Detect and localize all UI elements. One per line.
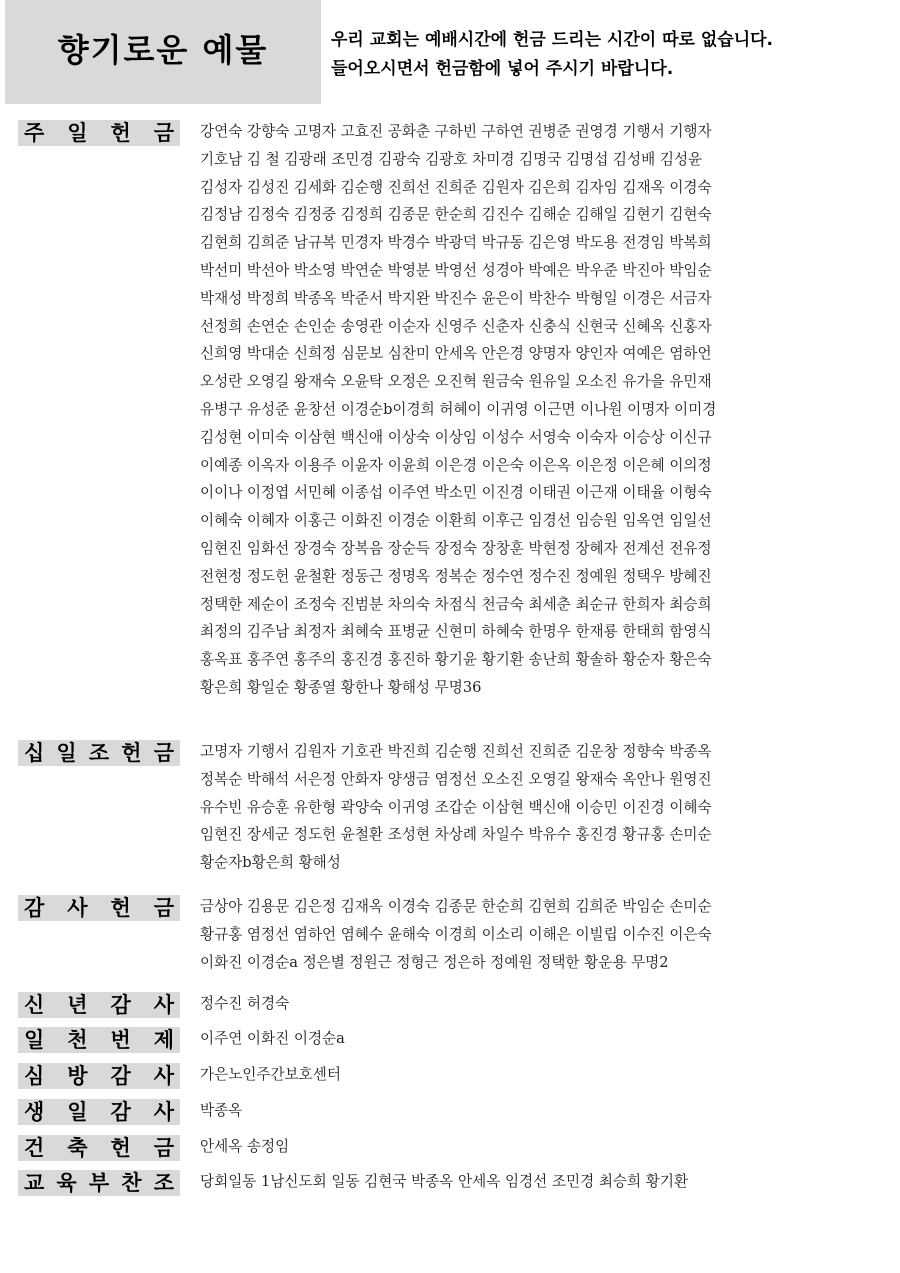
label-char: 조 <box>88 741 110 765</box>
label-char: 감 <box>110 1064 131 1088</box>
label-char: 감 <box>24 896 45 920</box>
label-char: 헌 <box>121 741 142 765</box>
label-char: 건 <box>24 1136 45 1160</box>
label-char: 축 <box>67 1136 88 1160</box>
label-char: 생 <box>24 1100 45 1124</box>
label-char: 방 <box>67 1064 88 1088</box>
label-char: 심 <box>24 1064 45 1088</box>
label-char: 사 <box>153 1064 174 1088</box>
label-char: 일 <box>67 121 88 145</box>
section-label <box>18 120 180 146</box>
label-char: 주 <box>24 121 45 145</box>
label-char: 조 <box>153 1171 174 1195</box>
donor-line: 선정희 손연순 손인순 송영관 이순자 신영주 신춘자 신충식 신현국 신혜옥 신홍자 <box>200 317 712 335</box>
section-label <box>18 895 180 921</box>
donor-line: 고명자 기행서 김원자 기호관 박진희 김순행 진희선 진희준 김운창 정향숙 박종옥 <box>200 743 712 760</box>
label-char: 십 <box>24 741 45 765</box>
offering-notice <box>331 26 891 84</box>
donor-line: 박선미 박선아 박소영 박연순 박영분 박영선 성경아 박예은 박우준 박진아 박임순 <box>200 261 712 279</box>
donor-line: 임현진 임화선 장경숙 장복음 장순득 장정숙 장창훈 박현정 장혜자 전계선 전유정 <box>200 539 712 557</box>
donor-line: 이혜숙 이혜자 이홍근 이화진 이경순 이환희 이후근 임경선 임승원 임옥연 임일선 <box>200 512 712 530</box>
section-label <box>18 1170 180 1196</box>
donor-line: 이주연 이화진 이경순a <box>200 1030 345 1047</box>
label-char: 금 <box>153 1136 174 1160</box>
donor-line: 이화진 이경순a 정은별 정원근 정형근 정은하 정예원 정택한 황운용 무명2 <box>200 953 669 971</box>
label-char: 년 <box>67 993 88 1017</box>
label-char: 신 <box>24 993 45 1017</box>
donor-line: 가은노인주간보호센터 <box>200 1066 341 1083</box>
donor-line: 김성자 김성진 김세화 김순행 진희선 진희준 김원자 김은희 김자임 김재옥 이경숙 <box>200 178 712 196</box>
donor-names <box>200 1097 890 1125</box>
donor-line: 당회일동 1남신도회 일동 김현국 박종옥 안세옥 임경선 조민경 최승희 황기환 <box>200 1173 689 1190</box>
label-char: 교 <box>24 1171 45 1195</box>
donor-line: 정복순 박해석 서은정 안화자 양생금 염정선 오소진 오영길 왕재숙 옥안나 원영진 <box>200 770 712 788</box>
label-char: 일 <box>24 1028 45 1052</box>
label-char: 부 <box>88 1171 110 1195</box>
label-char: 감 <box>110 993 131 1017</box>
donor-names <box>200 990 890 1018</box>
donor-line: 유수빈 유승훈 유한형 곽양숙 이귀영 조갑순 이삼현 백신애 이승민 이진경 이혜숙 <box>200 798 712 816</box>
donor-names <box>200 118 890 702</box>
donor-line: 황순자b황은희 황해성 <box>200 854 341 872</box>
label-char: 천 <box>67 1028 88 1052</box>
donor-line: 황규홍 염정선 염하언 염혜수 윤해숙 이경희 이소리 이해은 이빌립 이수진 이은숙 <box>200 925 712 943</box>
donor-line: 최정의 김주남 최정자 최혜숙 표병균 신현미 하혜숙 한명우 한재룡 한태희 함영식 <box>200 623 712 641</box>
donor-line: 박종옥 <box>200 1102 243 1119</box>
donor-line: 김현희 김희준 남규복 민경자 박경수 박광덕 박규동 김은영 박도용 전경임 박복희 <box>200 234 712 252</box>
section-label <box>18 1027 180 1053</box>
label-char: 헌 <box>110 1136 131 1160</box>
label-char: 일 <box>56 741 77 765</box>
label-char: 금 <box>153 896 174 920</box>
donor-line: 금상아 김용문 김은정 김재옥 이경숙 김종문 한순희 김현희 김희준 박임순 손미순 <box>200 898 712 915</box>
donor-line: 이예종 이옥자 이용주 이윤자 이윤희 이은경 이은숙 이은옥 이은정 이은혜 이의정 <box>200 456 712 474</box>
notice-line-1: 우리 교회는 예배시간에 헌금 드리는 시간이 따로 없습니다. <box>331 30 774 50</box>
donor-names <box>200 1061 890 1089</box>
label-char: 일 <box>67 1100 88 1124</box>
section-label <box>18 1135 180 1161</box>
title-box <box>5 0 321 104</box>
donor-line: 홍옥표 홍주연 홍주의 홍진경 홍진하 황기윤 황기환 송난희 황솔하 황순자 황은숙 <box>200 651 712 669</box>
donor-line: 임현진 장세군 정도헌 윤철환 조성현 차상례 차일수 박유수 홍진경 황규홍 손미순 <box>200 826 712 844</box>
donor-line: 신희영 박대순 신희정 심문보 심찬미 안세옥 안은경 양명자 양인자 여예은 염하언 <box>200 345 712 363</box>
donor-line: 정수진 허경숙 <box>200 995 290 1012</box>
label-char: 사 <box>153 1100 174 1124</box>
label-char: 사 <box>67 896 88 920</box>
label-char: 감 <box>110 1100 131 1124</box>
donor-names <box>200 1168 890 1196</box>
label-char: 금 <box>153 121 174 145</box>
donor-line: 강연숙 강향숙 고명자 고효진 공화춘 구하빈 구하연 권병준 권영경 기행서 기행자 <box>200 123 712 140</box>
donor-line: 전현정 정도헌 윤철환 정동근 정명옥 정복순 정수연 정수진 정예원 정택우 방혜진 <box>200 567 712 585</box>
notice-line-2: 들어오시면서 헌금함에 넣어 주시기 바랍니다. <box>331 59 674 79</box>
donor-line: 오성란 오영길 왕재숙 오윤탁 오정은 오진혁 원금숙 원유일 오소진 유가을 유민재 <box>200 373 712 391</box>
section-label <box>18 1099 180 1125</box>
label-char: 헌 <box>110 121 131 145</box>
donor-line: 김정남 김정숙 김정중 김정희 김종문 한순희 김진수 김해순 김해일 김현기 김현숙 <box>200 206 712 224</box>
donor-line: 이이나 이정엽 서민혜 이종섭 이주연 박소민 이진경 이태권 이근재 이태율 이형숙 <box>200 484 712 502</box>
donor-line: 박재성 박정희 박종옥 박준서 박지완 박진수 윤은이 박찬수 박형일 이경은 서금자 <box>200 289 712 307</box>
label-char: 육 <box>56 1171 77 1195</box>
donor-names <box>200 738 890 877</box>
section-label <box>18 1063 180 1089</box>
section-label <box>18 740 180 766</box>
section-label <box>18 992 180 1018</box>
label-char: 찬 <box>121 1171 142 1195</box>
label-char: 사 <box>153 993 174 1017</box>
label-char: 헌 <box>110 896 131 920</box>
page-title: 향기로운 예물 <box>57 31 269 69</box>
label-char: 금 <box>153 741 174 765</box>
donor-line: 기호남 김 철 김광래 조민경 김광숙 김광호 차미경 김명국 김명섭 김성배 김성윤 <box>200 150 703 168</box>
donor-line: 정택한 제순이 조정숙 진범분 차의숙 차점식 천금숙 최세춘 최순규 한희자 최승희 <box>200 595 712 613</box>
donor-line: 유병구 유성준 윤창선 이경순b이경희 허혜이 이귀영 이근면 이나원 이명자 이미경 <box>200 400 717 418</box>
donor-line: 황은희 황일순 황종열 황한나 황해성 무명36 <box>200 678 482 696</box>
label-char: 제 <box>153 1028 174 1052</box>
donor-names <box>200 893 890 976</box>
donor-names <box>200 1025 890 1053</box>
donor-line: 김성현 이미숙 이삼현 백신애 이상숙 이상임 이성수 서영숙 이숙자 이승상 이신규 <box>200 428 712 446</box>
donor-line: 안세옥 송정임 <box>200 1138 290 1155</box>
donor-names <box>200 1133 890 1161</box>
label-char: 번 <box>110 1028 131 1052</box>
